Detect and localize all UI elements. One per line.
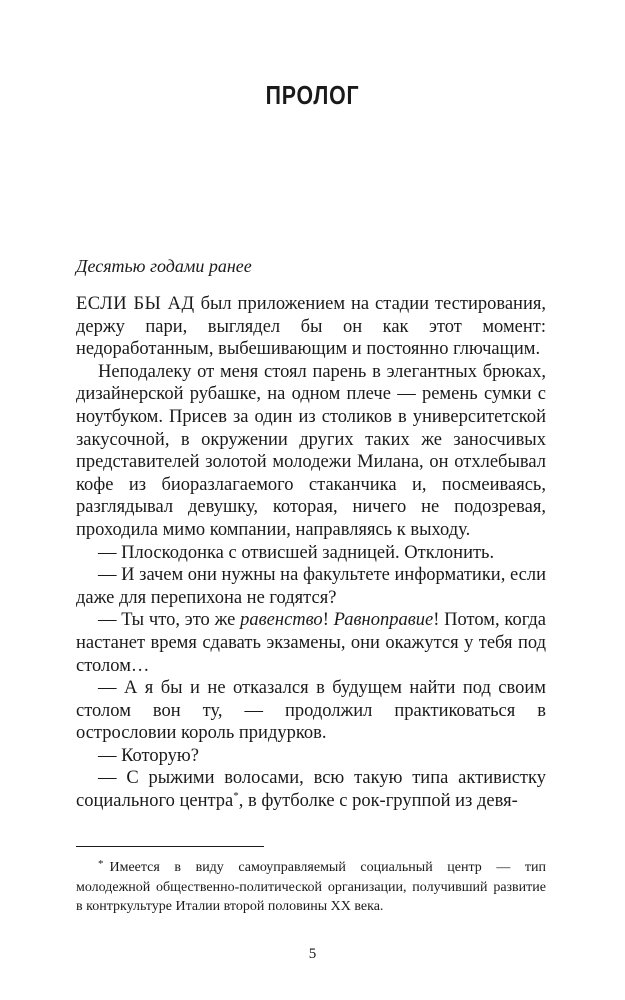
paragraph-6: — А я бы и не отказался в будущем найти под своим столом вон ту, — продолжил практиковаться в острословии король придурков. — [76, 678, 546, 744]
paragraph-5 — [76, 609, 546, 677]
footnote-reference[interactable]: * — [233, 790, 239, 803]
footnote-text: Имеется в виду самоуправляемый социальный центр — тип молодежной общественно-политической организации, получивший развитие в контркультуре Италии второй половины XX века. — [76, 860, 546, 914]
paragraph-5-part-c: ! Потом, когда настанет время сдавать экзамены, они окажутся у тебя под столом… — [76, 610, 547, 676]
paragraph-2: Неподалеку от меня стоял парень в элегантных брюках, дизайнерской рубашке, на одном плече — ремень сумки с ноутбуком. Присев за один из столиков в университетской закусочной, в окружении других таких же заносчивых представителей золотой молодежи Милана, он отхлебывал кофе из биоразлагаемого стаканчика и, посмеиваясь, разглядывал девушку, которая, ничего не подозревая, проходила мимо компании, направляясь к выходу. — [76, 361, 546, 540]
chapter-title: ПРОЛОГ — [265, 80, 360, 110]
body-text — [76, 293, 546, 813]
footnote-mark: * — [98, 858, 104, 870]
opening-caps: ЕСЛИ БЫ АД — [76, 294, 195, 314]
emphasis-equality: равенство — [240, 610, 323, 631]
epigraph: Десятью годами ранее — [76, 256, 252, 276]
footnote — [76, 855, 546, 917]
paragraph-1 — [76, 293, 546, 361]
paragraph-5-part-b: ! — [322, 610, 334, 631]
emphasis-equal-rights: Равноправие — [333, 610, 434, 631]
page-number: 5 — [308, 946, 317, 962]
paragraph-7: — Которую? — [98, 745, 199, 766]
paragraph-8 — [76, 767, 546, 812]
paragraph-8-part-b: , в футболке с рок-группой из девя- — [238, 791, 518, 812]
footnote-divider — [76, 846, 264, 847]
paragraph-1-text: был приложением на стадии тестирования, держу пари, выглядел бы он как этот момент: недоработанным, выбешивающим и постоянно глючащим. — [76, 294, 546, 360]
paragraph-4: — И зачем они нужны на факультете информатики, если даже для перепихона не годятся? — [76, 565, 546, 608]
paragraph-3: — Плоскодонка с отвисшей задницей. Отклонить. — [98, 542, 495, 563]
paragraph-5-part-a: — Ты что, это же — [98, 610, 241, 631]
paragraph-8-part-a: — С рыжими волосами, всю такую типа активистку социального центра — [76, 768, 546, 812]
